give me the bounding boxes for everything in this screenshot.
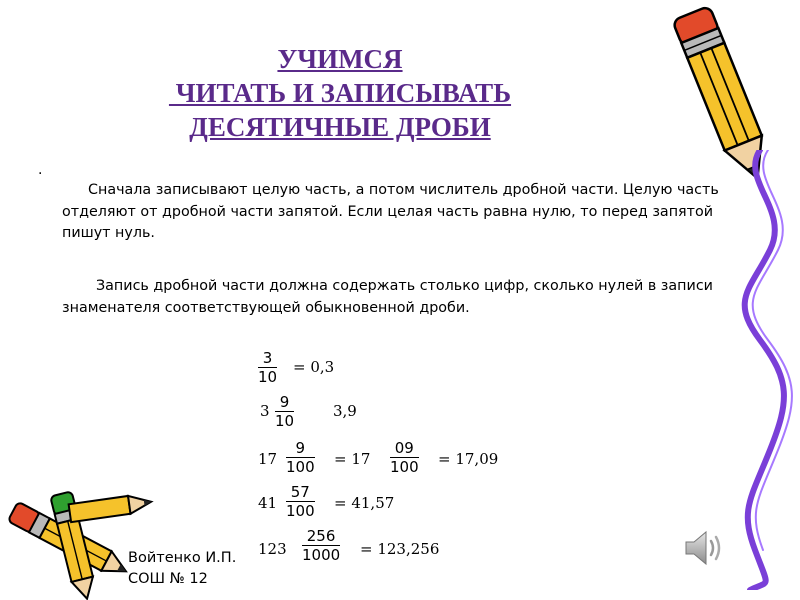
example-mid: = 17 [334,450,371,468]
fraction [286,440,315,475]
example-whole: 3 [260,402,270,420]
example-whole: 17 [258,450,278,468]
title-line-3: ДЕСЯТИЧНЫЕ ДРОБИ [189,112,491,142]
fraction [286,484,315,519]
numerator: 9 [295,439,306,457]
fraction [258,350,277,385]
example-result: = 123,256 [360,540,440,558]
title-line-1: УЧИМСЯ [277,44,403,74]
numerator: 57 [290,483,310,501]
fraction [302,528,340,563]
denominator: 1000 [302,546,341,564]
example-result: = 0,3 [293,358,335,376]
denominator: 100 [286,458,315,476]
example-result: = 41,57 [334,494,395,512]
author-school: СОШ № 12 [128,571,208,587]
rule-text-2: Запись дробной части должна содержать столько цифр, сколько нулей в записи знаменателя соответствующей обыкновенной дроби. [62,278,713,316]
fraction [275,394,294,429]
example-whole: 123 [258,540,287,558]
slide-title [120,42,560,144]
numerator: 3 [262,349,273,367]
purple-wave-decoration [700,150,800,590]
crossed-pencils-icon [0,482,170,600]
example-result: 3,9 [333,402,357,420]
example-whole: 41 [258,494,278,512]
denominator: 10 [275,412,295,430]
fraction [390,440,419,475]
example-result: = 17,09 [438,450,499,468]
author-name: Войтенко И.П. [128,550,237,566]
denominator: 10 [258,368,278,386]
denominator: 100 [286,502,315,520]
numerator: 256 [306,527,336,545]
rule-text-1: Сначала записывают целую часть, а потом числитель дробной части. Целую часть отделяют от дробной части запятой. Если целая часть равна нулю, то перед запятой пишут нуль. [62,182,719,241]
title-line-2: ЧИТАТЬ И ЗАПИСЫВАТЬ [168,78,512,108]
rule-paragraph-2 [62,276,742,319]
numerator: 09 [394,439,414,457]
sound-icon[interactable] [682,528,728,568]
bullet-dot: . [38,162,43,178]
denominator: 100 [390,458,419,476]
rule-paragraph-1 [62,180,722,245]
numerator: 9 [279,393,290,411]
